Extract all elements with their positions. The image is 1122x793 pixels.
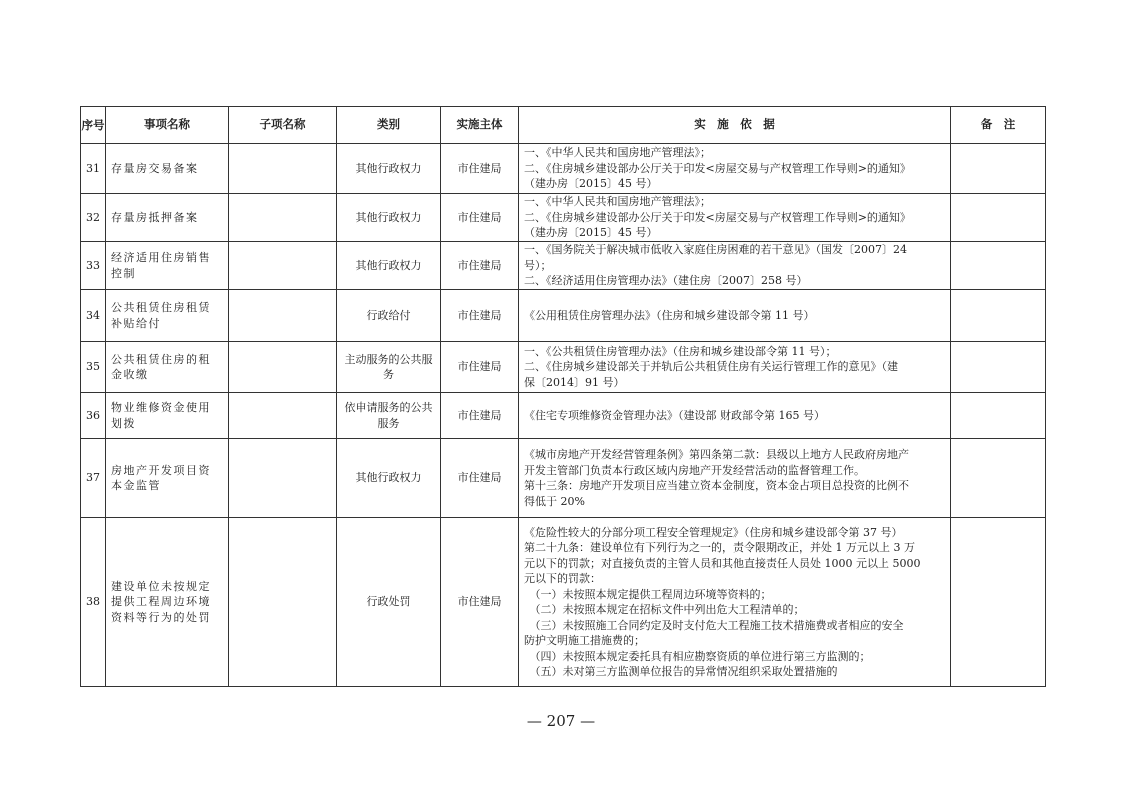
basis-line: （一）未按照本规定提供工程周边环境等资料的； bbox=[524, 587, 772, 601]
table-header bbox=[81, 107, 1046, 144]
cell-no: 38 bbox=[81, 518, 106, 687]
cell-sub bbox=[229, 393, 337, 439]
table-row bbox=[81, 393, 1046, 439]
cell-no: 32 bbox=[81, 194, 106, 242]
basis-line: 一、《国务院关于解决城市低收入家庭住房困难的若干意见》（国发〔2007〕24 bbox=[524, 243, 907, 257]
basis-line: 《公用租赁住房管理办法》（住房和城乡建设部令第 11 号） bbox=[524, 308, 815, 322]
cell-type: 其他行政权力 bbox=[337, 144, 441, 194]
basis-line: 第二十九条：建设单位有下列行为之一的，责令限期改正，并处 1 万元以上 3 万 bbox=[524, 541, 915, 554]
cell-org: 市住建局 bbox=[441, 393, 519, 439]
column-header: 事项名称 bbox=[106, 107, 229, 144]
cell-org: 市住建局 bbox=[441, 342, 519, 393]
cell-basis bbox=[519, 144, 951, 194]
page-number: — 207 — bbox=[526, 712, 596, 730]
cell-basis bbox=[519, 518, 951, 687]
cell-name: 物业维修资金使用划拨 bbox=[106, 393, 229, 439]
basis-line: 二、《住房城乡建设部办公厅关于印发<房屋交易与产权管理工作导则>的通知》 bbox=[524, 210, 911, 224]
table-row bbox=[81, 144, 1046, 194]
cell-sub bbox=[229, 439, 337, 518]
basis-line: 号）； bbox=[524, 258, 552, 272]
column-header: 类别 bbox=[337, 107, 441, 144]
cell-type: 其他行政权力 bbox=[337, 439, 441, 518]
cell-name: 存量房交易备案 bbox=[106, 144, 229, 194]
basis-line: 二、《住房城乡建设部关于并轨后公共租赁住房有关运行管理工作的意见》（建 bbox=[524, 360, 898, 374]
basis-line: 一、《中华人民共和国房地产管理法》； bbox=[524, 195, 711, 209]
cell-type: 行政处罚 bbox=[337, 518, 441, 687]
column-header: 子项名称 bbox=[229, 107, 337, 144]
basis-line: （建办房〔2015〕45 号） bbox=[524, 226, 658, 240]
cell-basis bbox=[519, 242, 951, 290]
cell-org: 市住建局 bbox=[441, 194, 519, 242]
cell-sub bbox=[229, 194, 337, 242]
column-header: 序号 bbox=[81, 107, 106, 144]
cell-no: 37 bbox=[81, 439, 106, 518]
basis-line: 一、《中华人民共和国房地产管理法》； bbox=[524, 146, 711, 160]
basis-line: （二）未按照本规定在招标文件中列出危大工程清单的； bbox=[524, 603, 805, 616]
cell-no: 36 bbox=[81, 393, 106, 439]
cell-note bbox=[951, 242, 1046, 290]
basis-line: 得低于 20% bbox=[524, 494, 585, 508]
cell-name: 建设单位未按规定提供工程周边环境资料等行为的处罚 bbox=[106, 518, 229, 687]
basis-line: （五）未对第三方监测单位报告的异常情况组织采取处置措施的 bbox=[524, 665, 838, 678]
cell-no: 31 bbox=[81, 144, 106, 194]
basis-line: 二、《住房城乡建设部办公厅关于印发<房屋交易与产权管理工作导则>的通知》 bbox=[524, 161, 911, 175]
cell-name: 存量房抵押备案 bbox=[106, 194, 229, 242]
column-header: 实 施 依 据 bbox=[519, 107, 951, 144]
cell-org: 市住建局 bbox=[441, 439, 519, 518]
table-row bbox=[81, 194, 1046, 242]
table-row bbox=[81, 518, 1046, 687]
cell-no: 35 bbox=[81, 342, 106, 393]
cell-note bbox=[951, 290, 1046, 342]
cell-type: 其他行政权力 bbox=[337, 242, 441, 290]
cell-note bbox=[951, 342, 1046, 393]
table-row bbox=[81, 290, 1046, 342]
cell-sub bbox=[229, 144, 337, 194]
cell-basis bbox=[519, 393, 951, 439]
cell-type: 主动服务的公共服务 bbox=[337, 342, 441, 393]
cell-org: 市住建局 bbox=[441, 144, 519, 194]
cell-note bbox=[951, 194, 1046, 242]
cell-name: 公共租赁住房租赁补贴给付 bbox=[106, 290, 229, 342]
cell-sub bbox=[229, 242, 337, 290]
cell-basis bbox=[519, 290, 951, 342]
cell-no: 33 bbox=[81, 242, 106, 290]
cell-name: 经济适用住房销售控制 bbox=[106, 242, 229, 290]
table-row bbox=[81, 242, 1046, 290]
cell-sub bbox=[229, 518, 337, 687]
basis-line: （三）未按照施工合同约定及时支付危大工程施工技术措施费或者相应的安全 bbox=[524, 618, 904, 632]
cell-no: 34 bbox=[81, 290, 106, 342]
column-header: 备 注 bbox=[951, 107, 1046, 144]
cell-type: 其他行政权力 bbox=[337, 194, 441, 242]
cell-type: 依申请服务的公共服务 bbox=[337, 393, 441, 439]
cell-type: 行政给付 bbox=[337, 290, 441, 342]
cell-name: 公共租赁住房的租金收缴 bbox=[106, 342, 229, 393]
basis-line: 《危险性较大的分部分项工程安全管理规定》（住房和城乡建设部令第 37 号） bbox=[524, 525, 903, 539]
cell-sub bbox=[229, 290, 337, 342]
cell-org: 市住建局 bbox=[441, 290, 519, 342]
basis-line: （四）未按照本规定委托具有相应勘察资质的单位进行第三方监测的； bbox=[524, 649, 871, 663]
basis-line: 保〔2014〕91 号） bbox=[524, 375, 625, 389]
cell-note bbox=[951, 144, 1046, 194]
cell-note bbox=[951, 518, 1046, 687]
cell-sub bbox=[229, 342, 337, 393]
basis-line: 《城市房地产开发经营管理条例》第四条第二款：县级以上地方人民政府房地产 bbox=[524, 448, 909, 461]
basis-line: 防护文明施工措施费的； bbox=[524, 634, 645, 647]
table-row bbox=[81, 342, 1046, 393]
cell-basis bbox=[519, 439, 951, 518]
cell-org: 市住建局 bbox=[441, 242, 519, 290]
basis-line: 元以下的罚款；对直接负责的主管人员和其他直接责任人员处 1000 元以上 5000 bbox=[524, 556, 921, 570]
cell-basis bbox=[519, 194, 951, 242]
basis-line: （建办房〔2015〕45 号） bbox=[524, 177, 658, 191]
basis-line: 二、《经济适用住房管理办法》（建住房〔2007〕258 号） bbox=[524, 274, 808, 288]
basis-line: 《住宅专项维修资金管理办法》（建设部 财政部令第 165 号） bbox=[524, 408, 825, 422]
basis-line: 元以下的罚款： bbox=[524, 572, 601, 585]
items-table bbox=[80, 106, 1046, 687]
cell-note bbox=[951, 393, 1046, 439]
table-row bbox=[81, 439, 1046, 518]
basis-line: 一、《公共租赁住房管理办法》（住房和城乡建设部令第 11 号）； bbox=[524, 344, 837, 358]
cell-name: 房地产开发项目资本金监管 bbox=[106, 439, 229, 518]
cell-note bbox=[951, 439, 1046, 518]
cell-org: 市住建局 bbox=[441, 518, 519, 687]
column-header: 实施主体 bbox=[441, 107, 519, 144]
basis-line: 第十三条：房地产开发项目应当建立资本金制度，资本金占项目总投资的比例不 bbox=[524, 479, 909, 492]
basis-line: 开发主管部门负责本行政区域内房地产开发经营活动的监督管理工作。 bbox=[524, 463, 865, 477]
cell-basis bbox=[519, 342, 951, 393]
